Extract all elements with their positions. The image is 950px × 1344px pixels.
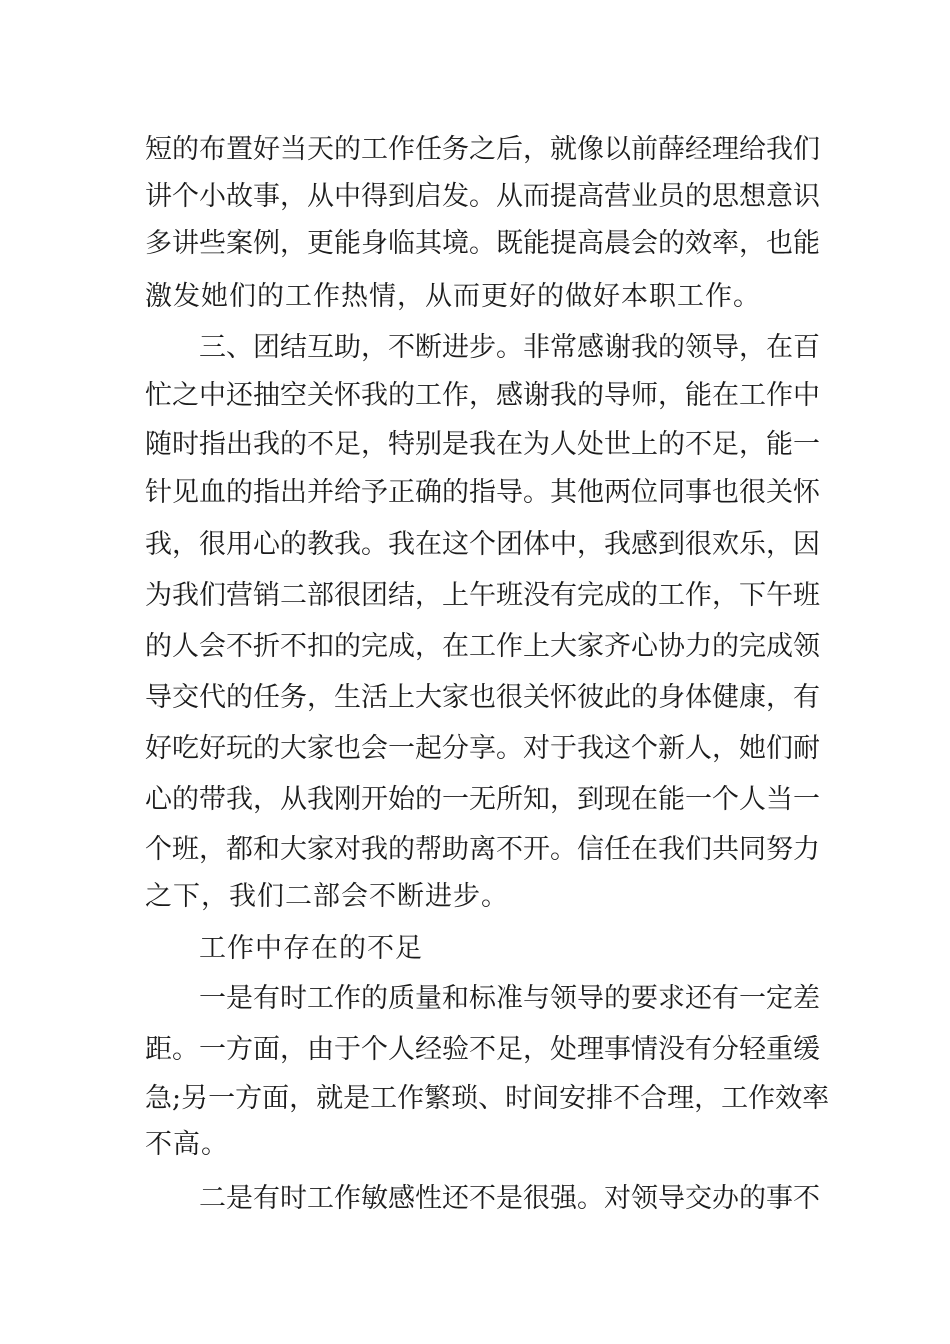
text-line: 急;另一方面，就是工作繁琐、时间安排不合理，工作效率 xyxy=(145,1083,830,1114)
text-line: 针见血的指出并给予正确的指导。其他两位同事也很关怀 xyxy=(145,477,820,508)
text-line: 随时指出我的不足，特别是我在为人处世上的不足，能一 xyxy=(145,429,820,460)
text-line: 好吃好玩的大家也会一起分享。对于我这个新人，她们耐 xyxy=(145,733,820,764)
text-line: 心的带我，从我刚开始的一无所知，到现在能一个人当一 xyxy=(145,784,820,815)
text-line: 不高。 xyxy=(145,1129,229,1160)
text-line: 多讲些案例，更能身临其境。既能提高晨会的效率，也能 xyxy=(145,228,820,259)
text-line: 距。一方面，由于个人经验不足，处理事情没有分轻重缓 xyxy=(145,1034,820,1065)
section-heading: 工作中存在的不足 xyxy=(199,933,423,964)
text-line: 二是有时工作敏感性还不是很强。对领导交办的事不 xyxy=(199,1183,820,1214)
text-line: 讲个小故事，从中得到启发。从而提高营业员的思想意识 xyxy=(145,181,820,212)
text-line: 一是有时工作的质量和标准与领导的要求还有一定差 xyxy=(199,983,820,1014)
text-line: 之下，我们二部会不断进步。 xyxy=(145,881,509,912)
text-line: 个班，都和大家对我的帮助离不开。信任在我们共同努力 xyxy=(145,834,820,865)
paragraph-heading-line: 三、团结互助，不断进步。非常感谢我的领导，在百 xyxy=(199,332,820,363)
text-line: 导交代的任务，生活上大家也很关怀彼此的身体健康，有 xyxy=(145,682,820,713)
text-line: 的人会不折不扣的完成，在工作上大家齐心协力的完成领 xyxy=(145,631,820,662)
text-line: 我，很用心的教我。我在这个团体中，我感到很欢乐，因 xyxy=(145,529,820,560)
text-line: 激发她们的工作热情，从而更好的做好本职工作。 xyxy=(145,281,761,312)
text-line: 忙之中还抽空关怀我的工作，感谢我的导师，能在工作中 xyxy=(145,380,820,411)
text-line: 为我们营销二部很团结，上午班没有完成的工作，下午班 xyxy=(145,580,820,611)
text-line: 短的布置好当天的工作任务之后，就像以前薛经理给我们 xyxy=(145,134,820,165)
